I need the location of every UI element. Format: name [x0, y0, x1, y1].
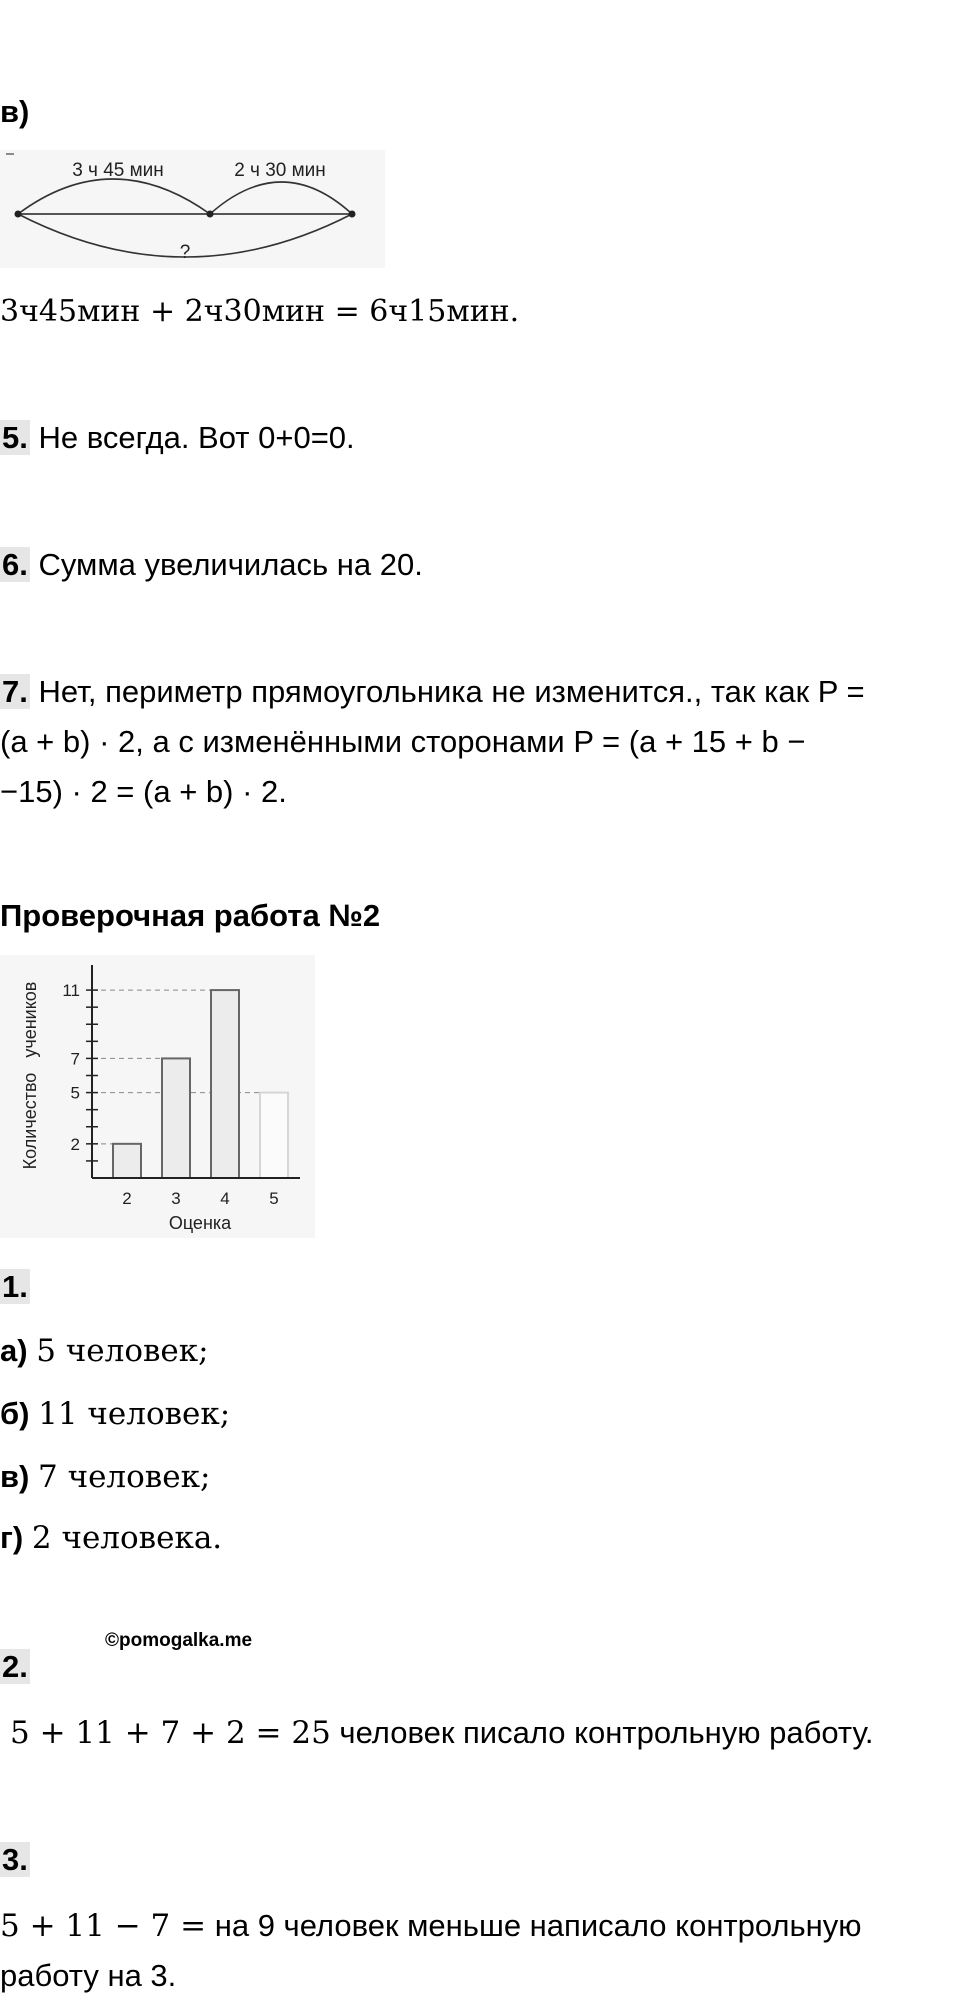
label-right-segment: 2 ч 30 мин — [234, 160, 326, 181]
q3-text-1: на 9 человек меньше написало контрольную — [214, 1908, 862, 1943]
bar — [113, 1144, 141, 1178]
q2-text: человек писало контрольную работу. — [339, 1715, 874, 1750]
task-7-line-3: −15) · 2 = (a + b) · 2. — [0, 774, 287, 809]
q2-equation: 5 + 11 + 7 + 2 = 25 — [10, 1715, 331, 1751]
q1-item-text: 7 человек; — [38, 1459, 211, 1495]
x-tick-label: 5 — [269, 1189, 279, 1208]
grades-chart — [0, 955, 315, 1238]
section-label-v: в) — [0, 94, 30, 129]
arc-left — [18, 179, 210, 214]
task-5-number: 5. — [2, 420, 28, 455]
q1-item — [0, 1390, 230, 1438]
task-5 — [0, 414, 355, 462]
q3-equation: 5 + 11 − 7 = — [0, 1908, 207, 1944]
q1-item — [0, 1514, 222, 1562]
q2-header — [0, 1643, 30, 1691]
y-tick-label: 7 — [70, 1049, 80, 1069]
q1-item-text: 5 человек; — [36, 1333, 209, 1369]
q1-item-text: 11 человек; — [38, 1396, 231, 1432]
y-tick-label: 5 — [70, 1083, 80, 1103]
q3-answer-line-2: работу на 3. — [0, 1958, 177, 1993]
segment-diagram-svg — [0, 150, 385, 268]
task-7-line-2: (a + b) · 2, а с изменёнными сторонами P = (a + 15 + b − — [0, 724, 806, 759]
bar — [260, 1093, 288, 1178]
q1-item — [0, 1327, 209, 1375]
test-2-title: Проверочная работа №2 — [0, 898, 381, 933]
q1-item-label: г) — [0, 1520, 24, 1555]
point-b — [207, 211, 214, 218]
q3-header — [0, 1836, 30, 1884]
watermark: ©pomogalka.me — [105, 1630, 253, 1651]
q2-number: 2. — [2, 1649, 28, 1684]
task-7-number: 7. — [2, 674, 28, 709]
task-6-text: Сумма увеличилась на 20. — [38, 547, 423, 582]
segment-diagram — [0, 150, 385, 268]
q3-number: 3. — [2, 1842, 28, 1877]
point-a — [15, 211, 22, 218]
q1-item-label: а) — [0, 1333, 28, 1368]
q1-header — [0, 1263, 30, 1311]
q1-item-label: в) — [0, 1459, 30, 1494]
label-left-segment: 3 ч 45 мин — [72, 160, 164, 181]
q1-item — [0, 1453, 210, 1501]
task-6 — [0, 541, 423, 589]
x-tick-label: 3 — [171, 1189, 181, 1208]
q2-answer — [10, 1709, 873, 1757]
grades-chart-svg — [0, 955, 315, 1238]
x-axis-title: Оценка — [168, 1213, 232, 1233]
y-tick-label: 2 — [70, 1134, 80, 1154]
task-7-line-1 — [0, 668, 865, 716]
label-total: ? — [179, 242, 191, 263]
point-c — [349, 211, 356, 218]
q1-item-label: б) — [0, 1396, 30, 1431]
task-5-text: Не всегда. Вот 0+0=0. — [38, 420, 355, 455]
task-6-number: 6. — [2, 547, 28, 582]
bar — [211, 990, 239, 1178]
y-tick-label: 11 — [62, 981, 80, 1001]
arc-right — [210, 182, 352, 214]
q1-number: 1. — [2, 1269, 28, 1304]
x-tick-label: 4 — [220, 1189, 230, 1208]
bar — [162, 1058, 190, 1178]
q3-answer-line-1 — [0, 1902, 862, 1950]
y-axis-title: Количество учеников — [20, 981, 40, 1170]
x-tick-label: 2 — [122, 1189, 132, 1208]
task-7-text-1: Нет, периметр прямоугольника не изменится., так как P = — [38, 674, 865, 709]
equation-v: 3ч45мин + 2ч30мин = 6ч15мин. — [0, 294, 520, 329]
q1-item-text: 2 человека. — [31, 1520, 223, 1556]
